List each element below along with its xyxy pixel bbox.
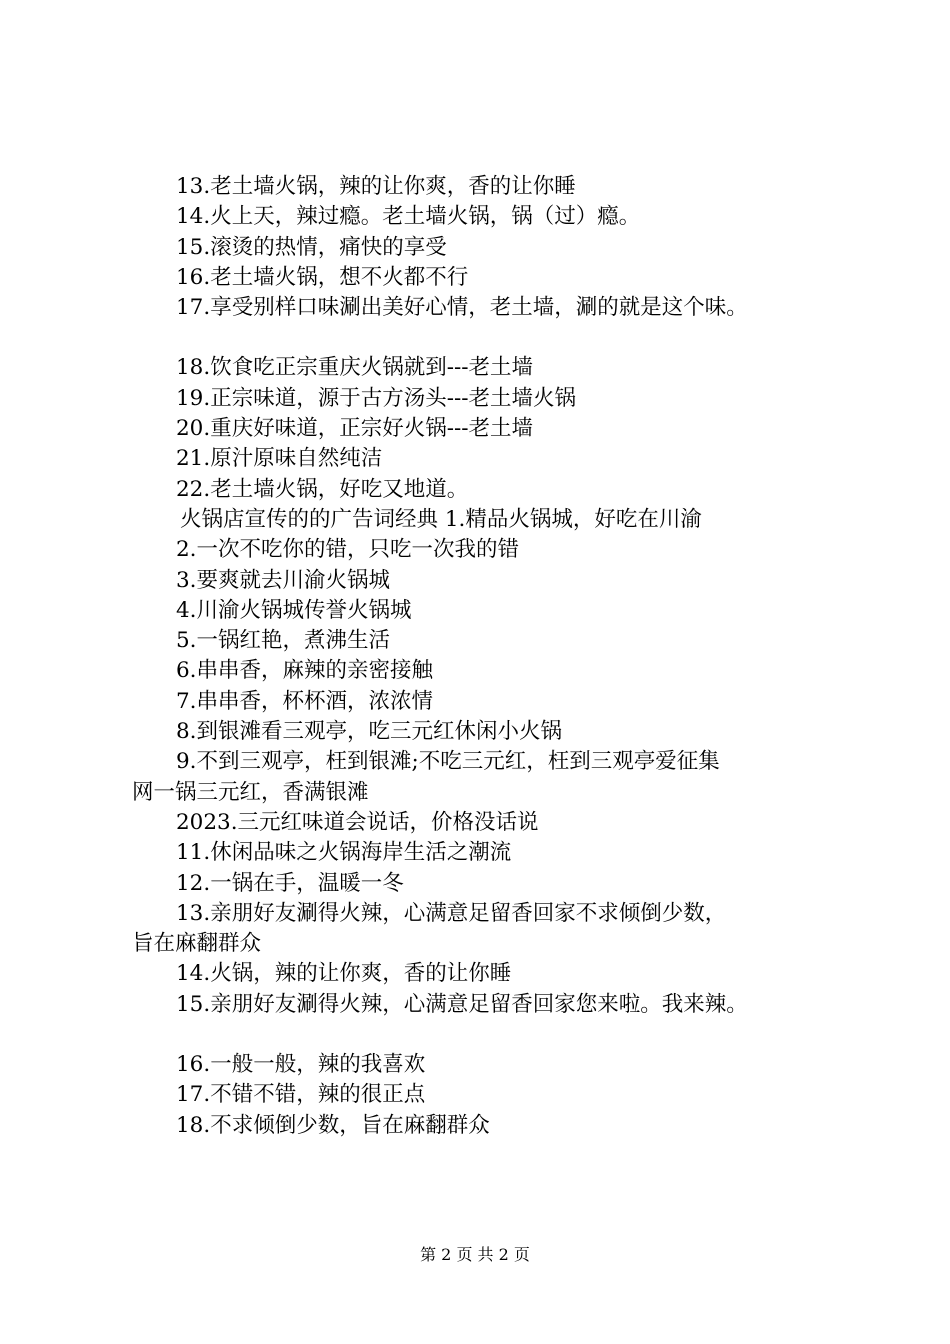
slogan-line: 7.串串香，杯杯酒，浓浓情 bbox=[176, 688, 434, 714]
slogan-line: 3.要爽就去川渝火锅城 bbox=[176, 567, 391, 593]
slogan-line: 14.火上天，辣过瘾。老土墙火锅，锅（过）瘾。 bbox=[176, 204, 641, 230]
slogan-line: 18.饮食吃正宗重庆火锅就到---老土墙 bbox=[176, 355, 533, 381]
paragraph-gap bbox=[132, 1020, 862, 1050]
slogan-line-continuation: 网一锅三元红，香满银滩 bbox=[132, 779, 369, 805]
slogan-line: 17.不错不错，辣的很正点 bbox=[176, 1082, 426, 1108]
slogan-line: 22.老土墙火锅，好吃又地道。 bbox=[176, 476, 469, 502]
slogan-line-continuation: 旨在麻翻群众 bbox=[132, 931, 262, 957]
page-footer: 第 2 页 共 2 页 bbox=[420, 1245, 530, 1264]
slogan-line: 4.川渝火锅城传誉火锅城 bbox=[176, 597, 412, 623]
slogan-line: 9.不到三观亭，枉到银滩;不吃三元红，枉到三观亭爱征集 bbox=[176, 749, 720, 775]
section-heading: 火锅店宣传的的广告词经典 1.精品火锅城，好吃在川渝 bbox=[180, 506, 702, 532]
paragraph-gap bbox=[132, 323, 862, 353]
slogan-line: 21.原汁原味自然纯洁 bbox=[176, 446, 383, 472]
slogan-line: 19.正宗味道，源于古方汤头---老土墙火锅 bbox=[176, 385, 576, 411]
slogan-line: 12.一锅在手，温暖一冬 bbox=[176, 870, 404, 896]
slogan-line: 17.享受别样口味涮出美好心情，老土墙，涮的就是这个味。 bbox=[176, 295, 748, 321]
slogan-line: 2023.三元红味道会说话，价格没话说 bbox=[176, 809, 539, 835]
slogan-line: 11.休闲品味之火锅海岸生活之潮流 bbox=[176, 840, 512, 866]
slogan-line: 2.一次不吃你的错，只吃一次我的错 bbox=[176, 537, 520, 563]
slogan-line: 16.老土墙火锅，想不火都不行 bbox=[176, 264, 469, 290]
slogan-line: 13.老土墙火锅，辣的让你爽，香的让你睡 bbox=[176, 174, 576, 199]
slogan-line: 8.到银滩看三观亭，吃三元红休闲小火锅 bbox=[176, 719, 563, 745]
slogan-line: 14.火锅，辣的让你爽，香的让你睡 bbox=[176, 961, 512, 987]
slogan-line: 5.一锅红艳，煮沸生活 bbox=[176, 628, 391, 654]
slogan-line: 15.滚烫的热情，痛快的享受 bbox=[176, 234, 447, 260]
slogan-line: 13.亲朋好友涮得火辣，心满意足留香回家不求倾倒少数， bbox=[176, 900, 727, 926]
slogan-line: 15.亲朋好友涮得火辣，心满意足留香回家您来啦。我来辣。 bbox=[176, 991, 748, 1017]
slogan-line: 18.不求倾倒少数，旨在麻翻群众 bbox=[176, 1112, 490, 1138]
slogan-line: 20.重庆好味道，正宗好火锅---老土墙 bbox=[176, 416, 533, 442]
slogan-line: 6.串串香，麻辣的亲密接触 bbox=[176, 658, 434, 684]
document-body bbox=[132, 172, 862, 1141]
slogan-line: 16.一般一般，辣的我喜欢 bbox=[176, 1052, 426, 1078]
